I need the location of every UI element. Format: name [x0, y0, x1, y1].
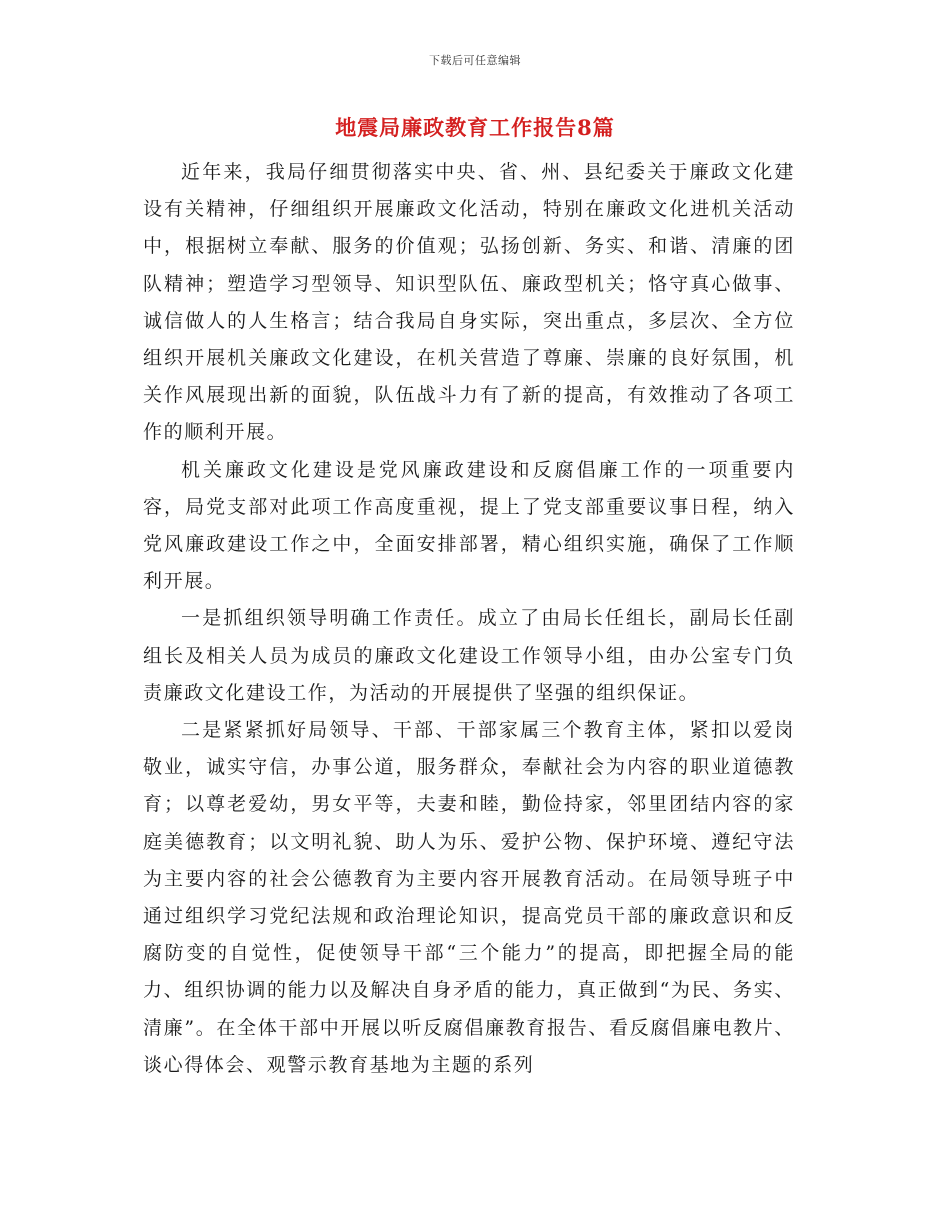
document-body: [143, 154, 795, 1084]
paragraph-organization: 一是抓组织领导明确工作责任。成立了由局长任组长，副局长任副组长及相关人员为成员的廉政文化建设工作领导小组，由办公室专门负责廉政文化建设工作，为活动的开展提供了坚强的组织保证。: [143, 607, 795, 704]
document-title: 地震局廉政教育工作报告8篇: [335, 115, 615, 140]
paragraph-importance: 机关廉政文化建设是党风廉政建设和反腐倡廉工作的一项重要内容，局党支部对此项工作高度重视，提上了党支部重要议事日程，纳入党风廉政建设工作之中，全面安排部署，精心组织实施，确保了工作顺利开展。: [143, 458, 795, 593]
page-header-note: 下载后可任意编辑: [429, 54, 521, 67]
paragraph-education: 二是紧紧抓好局领导、干部、干部家属三个教育主体，紧扣以爱岗敬业，诚实守信，办事公道，服务群众，奉献社会为内容的职业道德教育；以尊老爱幼，男女平等，夫妻和睦，勤俭持家，邻里团结内容的家庭美德教育；以文明礼貌、助人为乐、爱护公物、保护环境、遵纪守法为主要内容的社会公德教育为主要内容开展教育活动。在局领导班子中通过组织学习党纪法规和政治理论知识，提高党员干部的廉政意识和反腐防变的自觉性，促使领导干部“三个能力”的提高，即把握全局的能力、组织协调的能力以及解决自身矛盾的能力，真正做到“为民、务实、清廉”。在全体干部中开展以听反腐倡廉教育报告、看反腐倡廉电教片、谈心得体会、观警示教育基地为主题的系列: [143, 719, 795, 1076]
paragraph-intro: 近年来，我局仔细贯彻落实中央、省、州、县纪委关于廉政文化建设有关精神，仔细组织开展廉政文化活动，特别在廉政文化进机关活动中，根据树立奉献、服务的价值观；弘扬创新、务实、和谐、清廉的团队精神；塑造学习型领导、知识型队伍、廉政型机关；恪守真心做事、诚信做人的人生格言；结合我局自身实际，突出重点，多层次、全方位组织开展机关廉政文化建设，在机关营造了尊廉、崇廉的良好氛围，机关作风展现出新的面貌，队伍战斗力有了新的提高，有效推动了各项工作的顺利开展。: [143, 161, 795, 444]
